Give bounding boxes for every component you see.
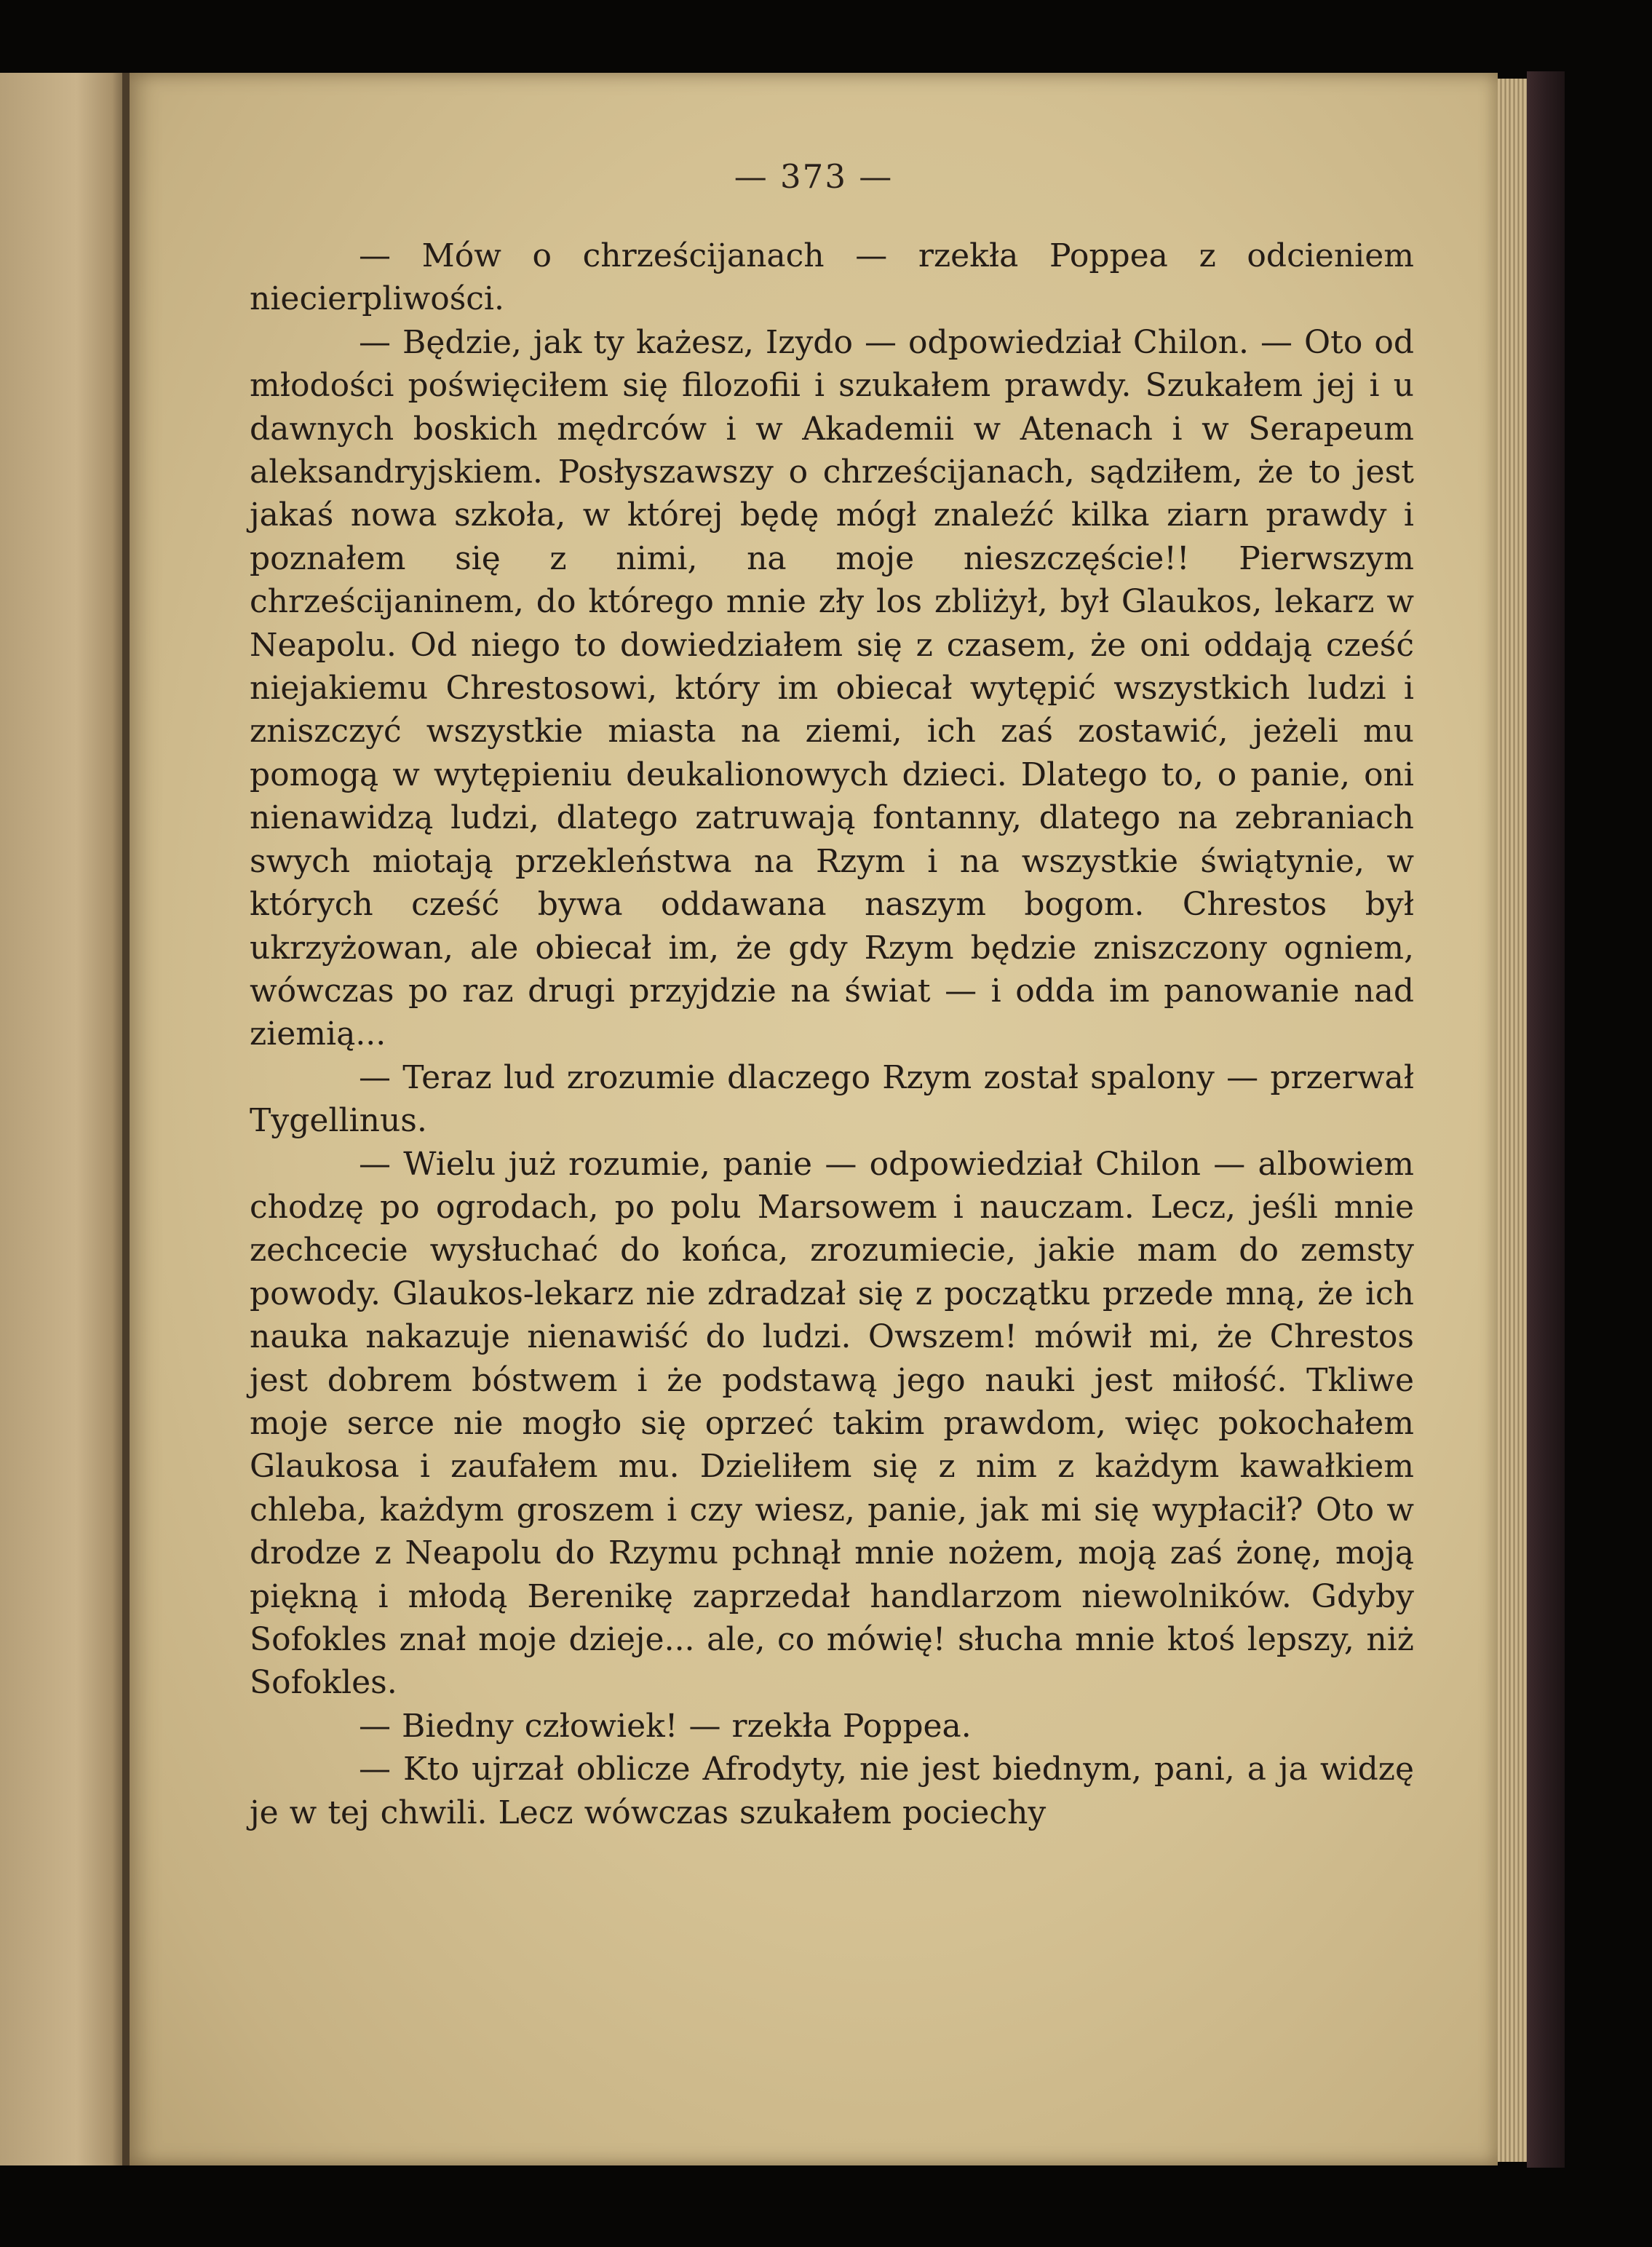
book-page (130, 73, 1498, 2165)
book-cover (1527, 71, 1565, 2168)
previous-page-edge (0, 73, 127, 2165)
page-stack-edges (1498, 79, 1527, 2162)
paragraph: — Biedny człowiek! — rzekła Poppea. (359, 1707, 972, 1745)
paragraph: — Wielu już rozumie, panie — odpowiedział Chilon — albowiem chodzę po ogrodach, po polu Marsowem i nauczam. Lecz, jeśli mnie zechcecie wysłuchać do końca, zrozumiecie, jakie mam do zemsty powody. Glaukos-lekarz nie zdradzał się z początku przede mną, że ich nauka nakazuje nienawiść do ludzi. Owszem! mówił mi, że Chrestos jest dobrem bóstwem i że podstawą jego nauki jest miłość. Tkliwe moje serce nie mogło się oprzeć takim prawdom, więc pokochałem Glaukosa i zaufałem mu. Dzieliłem się z nim z każdym kawałkiem chleba, każdym groszem i czy wiesz, panie, jak mi się wypłacił? Oto w drodze z Neapolu do Rzymu pchnął mnie nożem, moją zaś żonę, moją piękną i młodą Berenikę zaprzedał handlarzom niewolników. Gdyby Sofokles znał moje dzieje... ale, co mówię! słucha mnie ktoś lepszy, niż Sofokles. (250, 1145, 1414, 1702)
paragraph: — Mów o chrześcijanach — rzekła Poppea z odcieniem niecierpliwości. (250, 237, 1414, 318)
paragraph: — Teraz lud zrozumie dlaczego Rzym został spalony — przerwał Tygellinus. (250, 1058, 1414, 1140)
page-number: — 373 — (734, 157, 894, 196)
paragraph: — Będzie, jak ty każesz, Izydo — odpowiedział Chilon. — Oto od młodości poświęciłem się filozofii i szukałem prawdy. Szukałem jej i u dawnych boskich mędrców i w Akademii w Atenach i w Serapeum aleksandryjskiem. Posłyszawszy o chrześcijanach, sądziłem, że to jest jakaś nowa szkoła, w której będę mógł znaleźć kilka ziarn prawdy i poznałem się z nimi, na moje nieszczęście!! Pierwszym chrześcijaninem, do którego mnie zły los zbliżył, był Glaukos, lekarz w Neapolu. Od niego to dowiedziałem się z czasem, że oni oddają cześć niejakiemu Chrestosowi, który im obiecał wytępić wszystkich ludzi i zniszczyć wszystkie miasta na ziemi, ich zaś zostawić, jeżeli mu pomogą w wytępieniu deukalionowych dzieci. Dlatego to, o panie, oni nienawidzą ludzi, dlatego zatruwają fontanny, dlatego na zebraniach swych miotają przekleństwa na Rzym i na wszystkie świątynie, w których cześć bywa oddawana naszym bogom. Chrestos był ukrzyżowan, ale obiecał im, że gdy Rzym będzie zniszczony ogniem, wówczas po raz drugi przyjdzie na świat — i odda im panowanie nad ziemią... (250, 323, 1414, 1053)
paragraph: — Kto ujrzał oblicze Afrodyty, nie jest biednym, pani, a ja widzę je w tej chwili. Lecz wówczas szukałem pociechy (250, 1751, 1414, 1831)
page-text (250, 234, 1414, 1834)
